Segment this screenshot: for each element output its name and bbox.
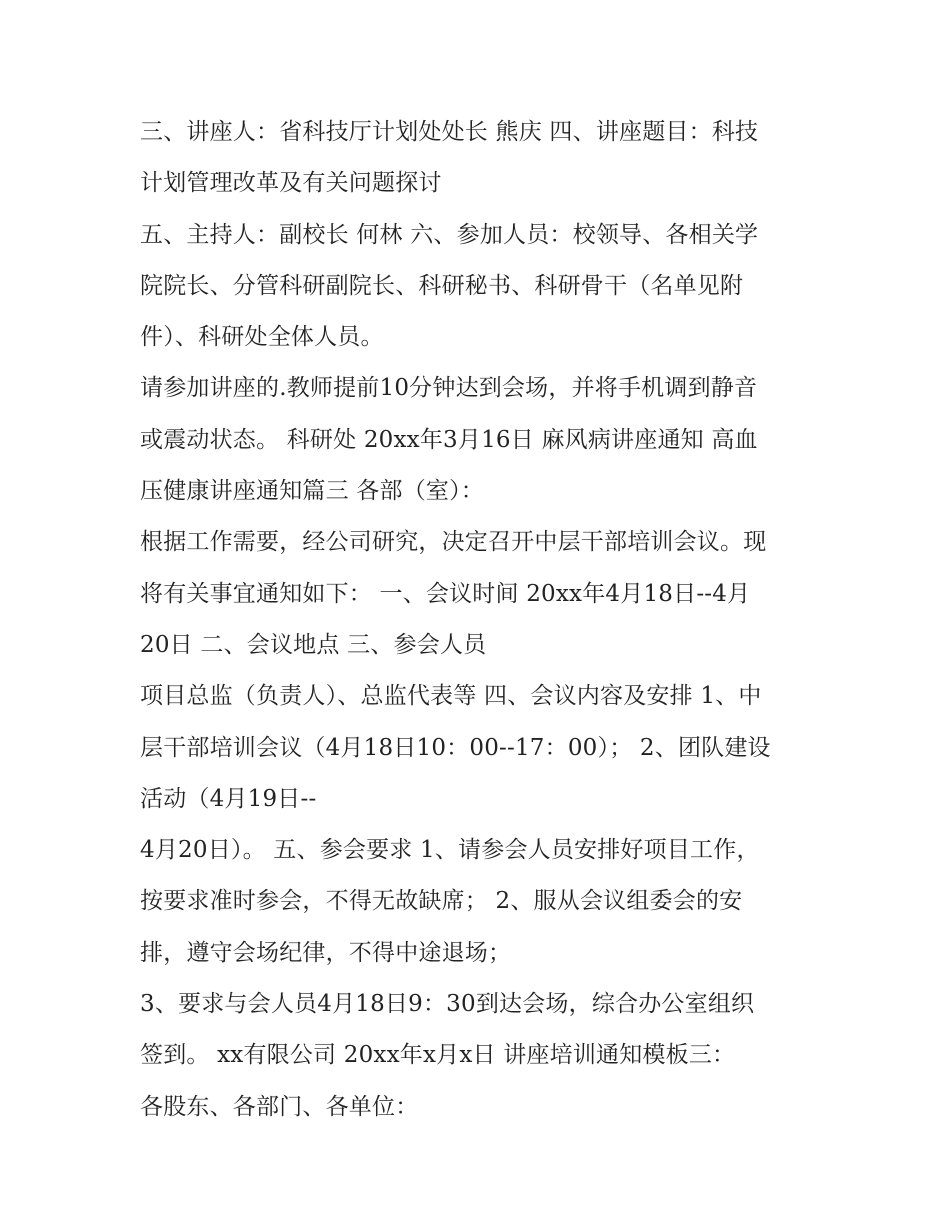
text-line: 压健康讲座通知篇三 各部（室）： (140, 478, 485, 505)
text-line: 活动（4月19日-- (140, 785, 317, 812)
text-line: 计划管理改革及有关问题探讨 (140, 170, 442, 197)
text-line: 请参加讲座的.教师提前10分钟达到会场，并将手机调到静音 (140, 375, 758, 402)
text-line: 按要求准时参会，不得无故缺席； 2、服从会议组委会的安 (140, 888, 743, 915)
document-body (140, 107, 830, 1133)
text-line: 五、主持人：副校长 何林 六、参加人员：校领导、各相关学 (140, 221, 759, 248)
text-line: 层干部培训会议（4月18日10：00--17：00）； 2、团队建设 (140, 734, 771, 761)
text-line: 3、要求与会人员4月18日9：30到达会场，综合办公室组织 (140, 991, 755, 1018)
text-line: 将有关事宜通知如下： 一、会议时间 20xx年4月18日--4月 (140, 580, 751, 607)
text-line: 根据工作需要，经公司研究，决定召开中层干部培训会议。现 (140, 529, 767, 556)
text-line: 各股东、各部门、各单位： (140, 1093, 419, 1120)
text-line: 件）、科研处全体人员。 (140, 324, 384, 351)
text-line: 院院长、分管科研副院长、科研秘书、科研骨干（名单见附 (140, 272, 744, 299)
text-line: 排，遵守会场纪律，不得中途退场； (140, 939, 512, 966)
text-line: 项目总监（负责人）、总监代表等 四、会议内容及安排 1、中 (140, 683, 762, 710)
text-line: 4月20日）。 五、参会要求 1、请参会人员安排好项目工作， (140, 837, 760, 864)
text-line: 签到。 xx有限公司 20xx年x月x日 讲座培训通知模板三： (140, 1042, 736, 1069)
text-line: 或震动状态。 科研处 20xx年3月16日 麻风病讲座通知 高血 (140, 426, 758, 453)
text-line: 三、讲座人：省科技厅计划处处长 熊庆 四、讲座题目：科技 (140, 119, 759, 145)
text-line: 20日 二、会议地点 三、参会人员 (140, 631, 487, 658)
